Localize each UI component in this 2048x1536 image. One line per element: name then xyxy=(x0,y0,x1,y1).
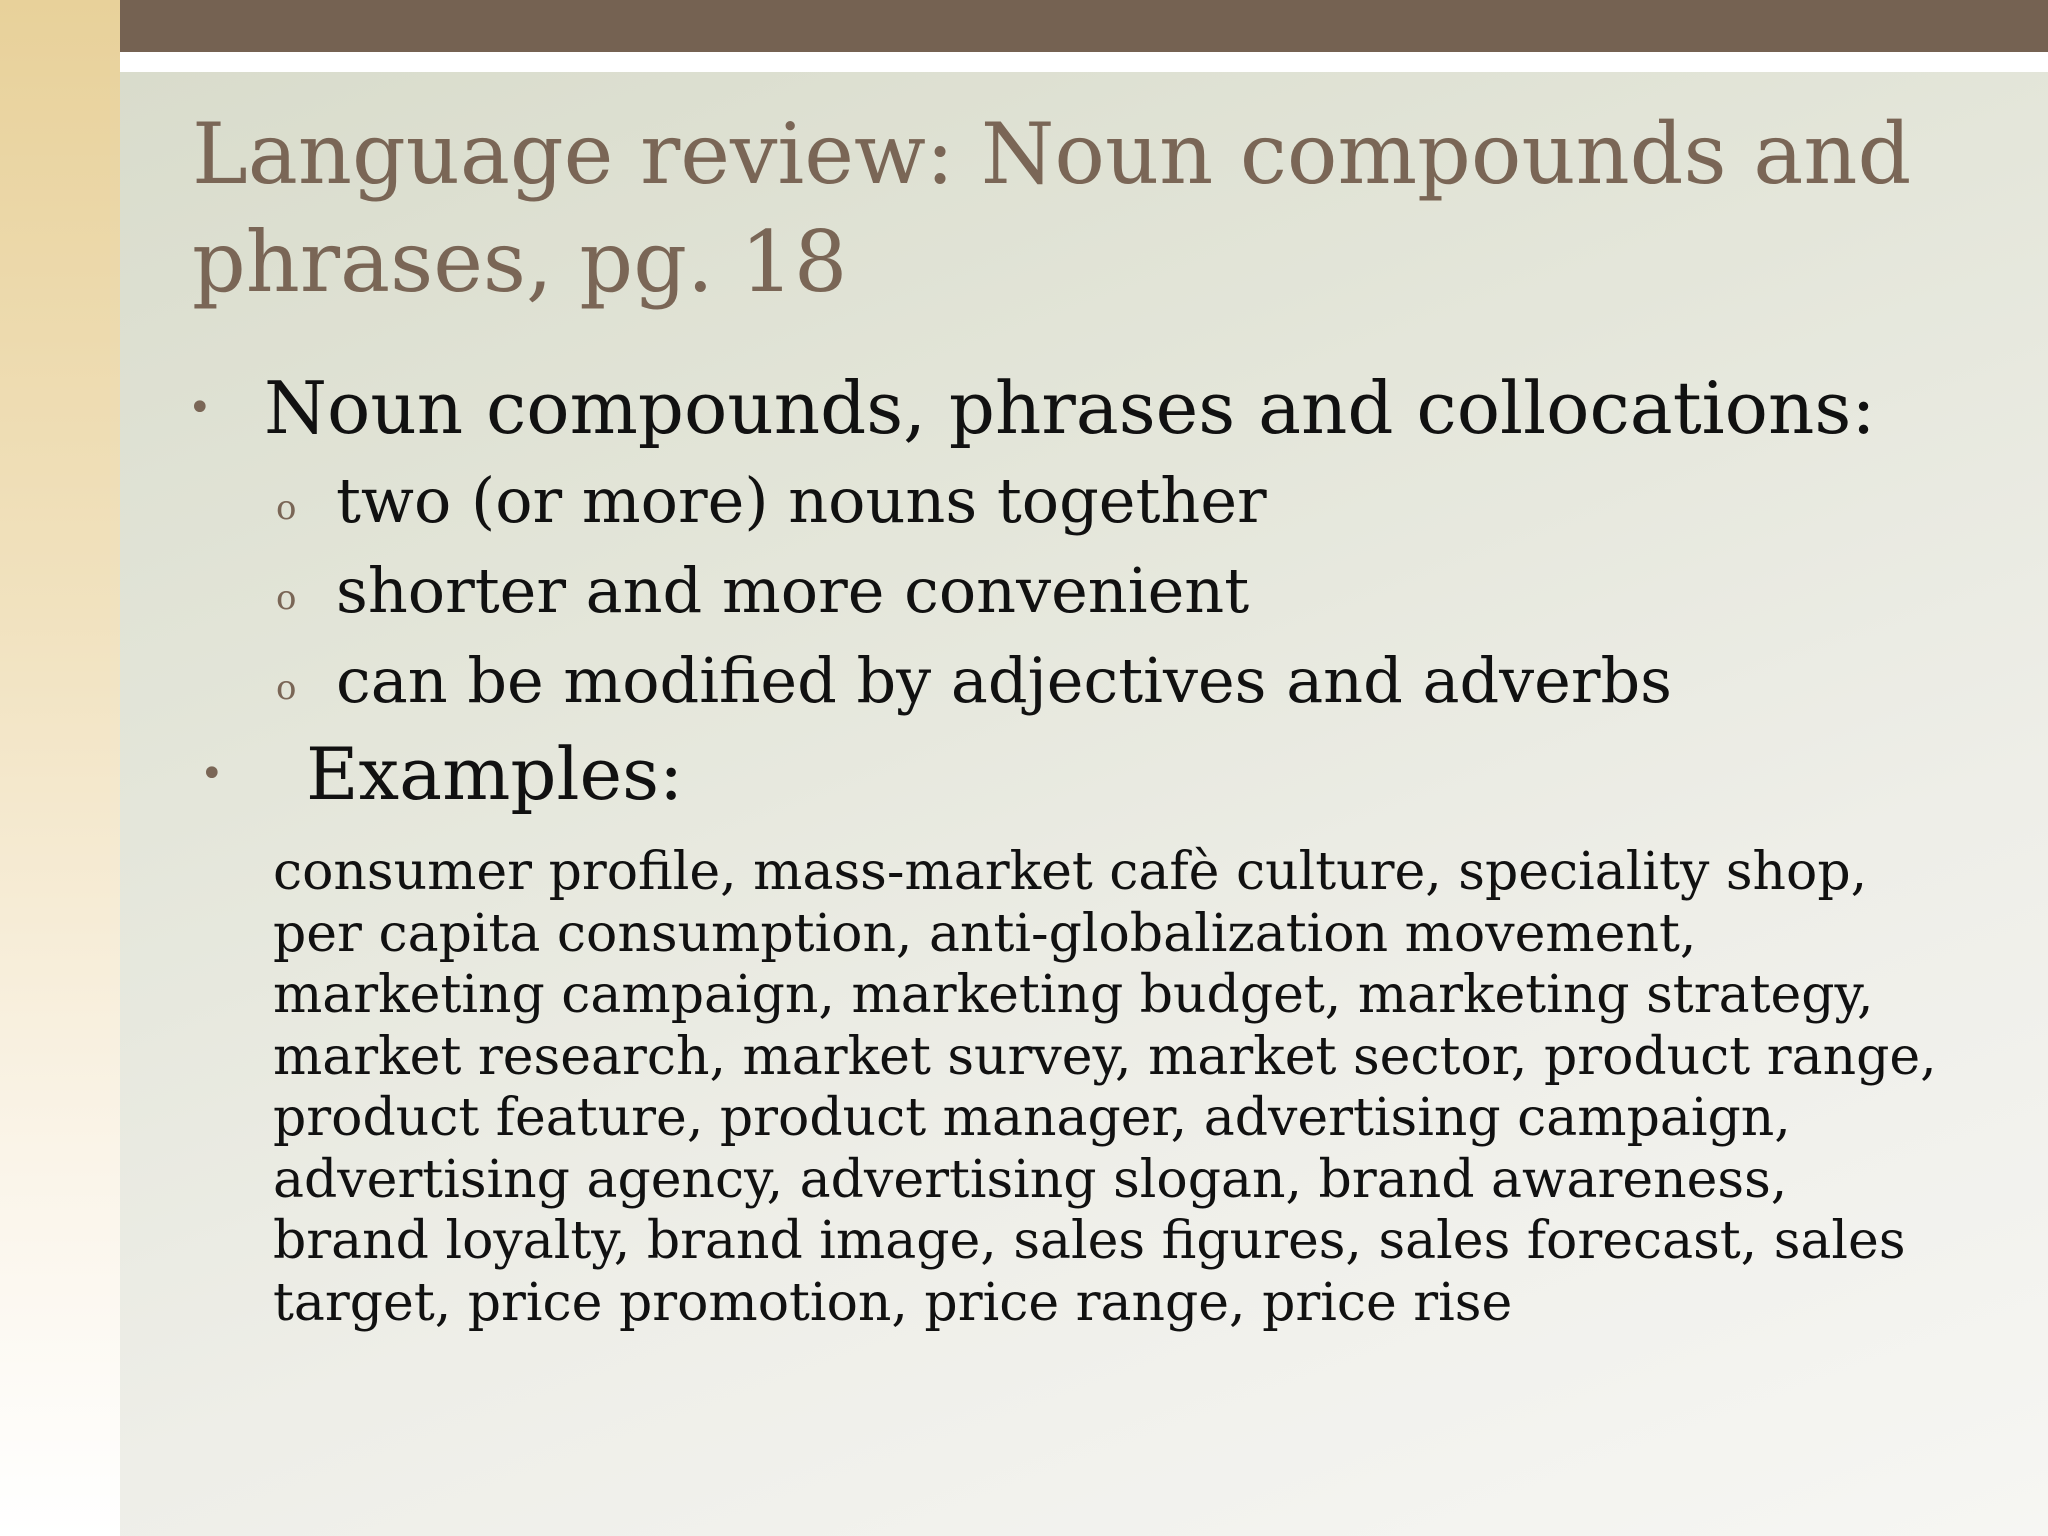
bullet-item xyxy=(180,360,1980,456)
sub-bullet-item xyxy=(180,456,1980,546)
bullet-text: Examples: xyxy=(306,732,684,816)
bullet-marker: • xyxy=(200,751,224,797)
left-accent-bar xyxy=(0,0,120,1536)
sub-bullet-text: can be modified by adjectives and adverbs xyxy=(336,644,1672,717)
sub-bullet-marker: o xyxy=(276,488,297,528)
slide-body xyxy=(180,360,1980,822)
sub-bullet-marker: o xyxy=(276,578,297,618)
bullet-marker: • xyxy=(188,385,212,431)
top-header-band xyxy=(120,0,2048,52)
header-divider xyxy=(120,52,2048,72)
slide-title: Language review: Noun compounds and phrases, pg. 18 xyxy=(192,105,1912,311)
bullet-item xyxy=(180,726,1980,822)
sub-bullet-item xyxy=(180,636,1980,726)
sub-bullet-item xyxy=(180,546,1980,636)
sub-bullet-marker: o xyxy=(276,668,297,708)
sub-bullet-text: shorter and more convenient xyxy=(336,554,1250,627)
sub-bullet-text: two (or more) nouns together xyxy=(336,464,1267,537)
bullet-text: Noun compounds, phrases and collocations: xyxy=(264,366,1876,450)
examples-paragraph: consumer profile, mass-market cafè culture, speciality shop, per capita consumption, anti-globalization movement, marketing campaign, marketing budget, marketing strategy, market research, market survey, market sector, product range, product feature, product manager, advertising campaign, advertising agency, advertising slogan, brand awareness, brand loyalty, brand image, sales figures, sales forecast, sales target, price promotion, price range, price rise xyxy=(273,842,1937,1333)
